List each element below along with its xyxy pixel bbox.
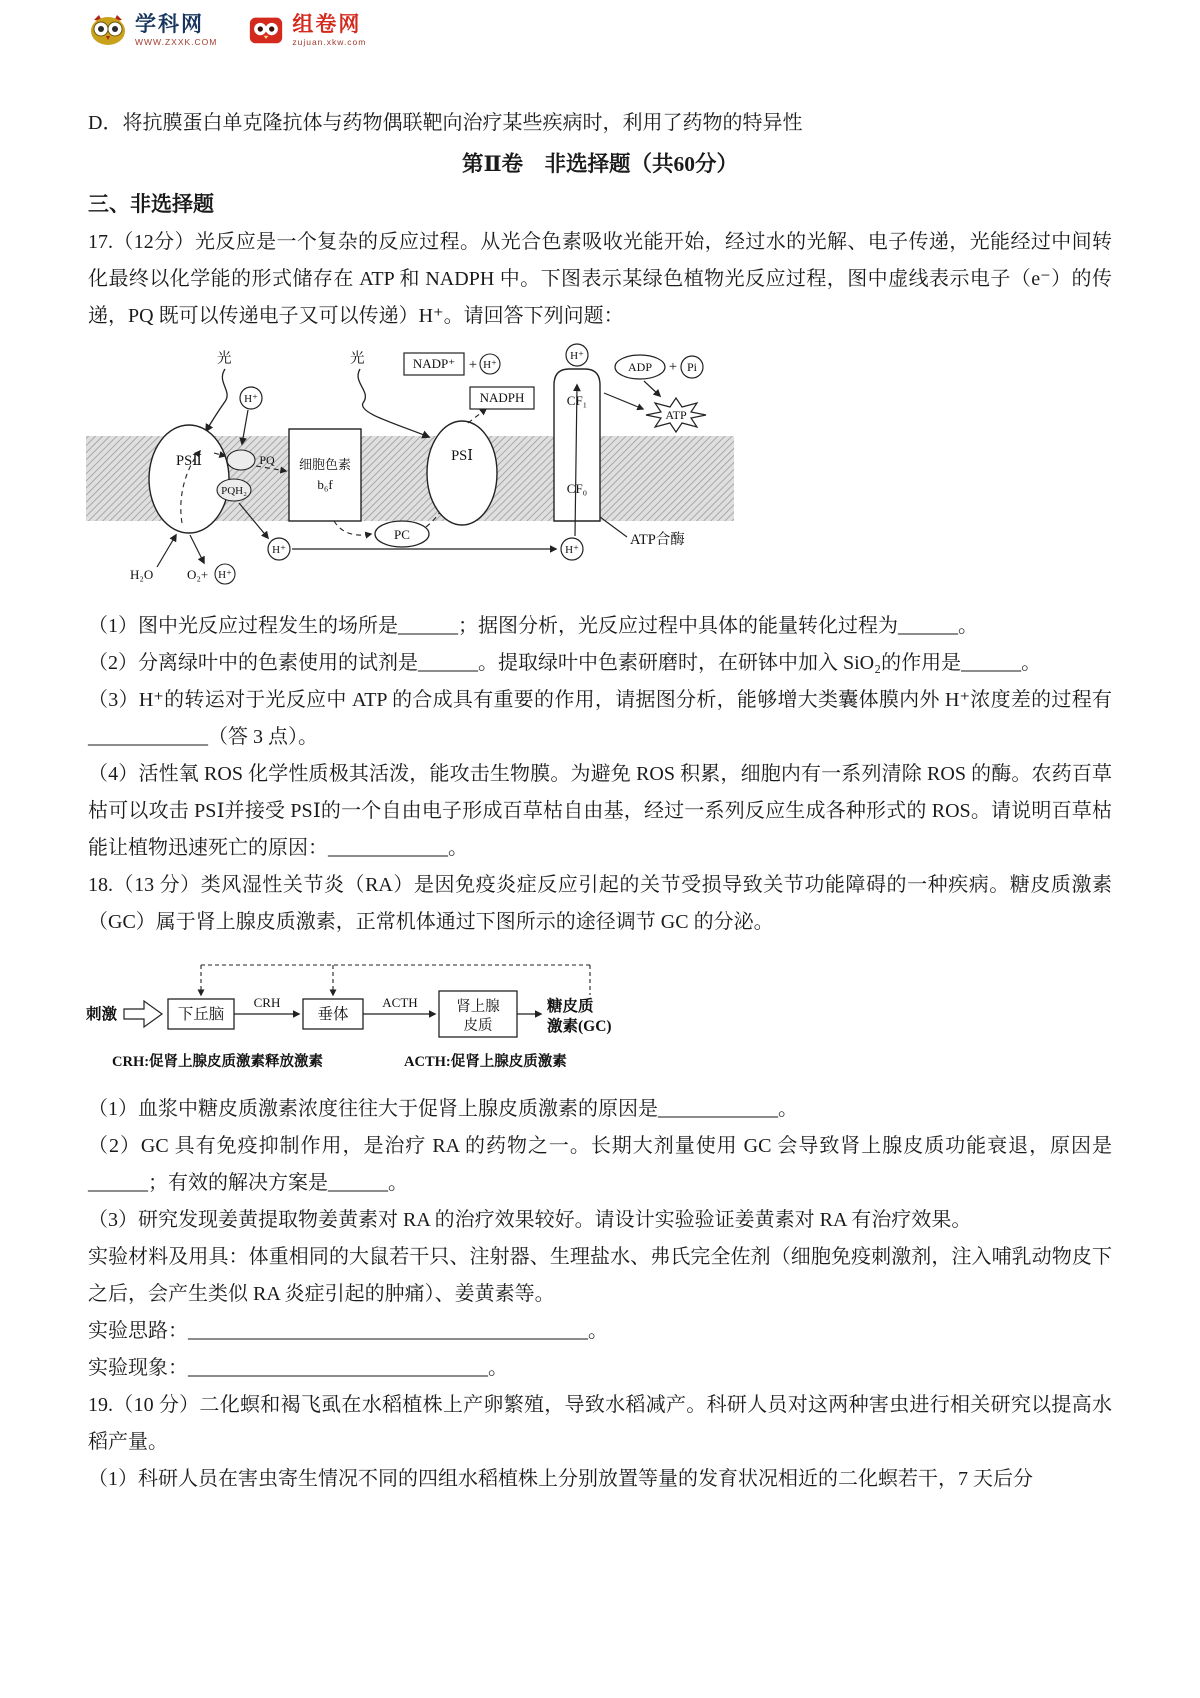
zujuan-logo[interactable] xyxy=(247,14,366,47)
cf1-to-atp-arrow xyxy=(604,393,643,409)
light-arrow-1 xyxy=(206,369,227,431)
section-title: 第Ⅱ卷 非选择题（共60分） xyxy=(461,151,739,176)
q17-sub3: （3）H⁺的转运对于光反应中 ATP 的合成具有重要的作用，请据图分析，能够增大类囊体膜内外 H⁺浓度差的过程有____________（答 3 点）。 xyxy=(88,688,1112,748)
option-d: D．将抗膜蛋白单克隆抗体与药物偶联靶向治疗某些疾病时，利用了药物的特异性 xyxy=(88,111,803,134)
adrenal-label-2: 皮质 xyxy=(463,1017,493,1034)
gc-label-1: 糖皮质 xyxy=(547,997,594,1015)
zxxk-owl-icon xyxy=(88,14,128,46)
pqh2-label: PQH₂ xyxy=(221,484,247,497)
acth-label: ACTH xyxy=(382,994,418,1010)
adrenal-label-1: 肾上腺 xyxy=(456,998,500,1015)
zujuan-owl-icon xyxy=(247,14,285,46)
pituitary-label: 垂体 xyxy=(317,1005,349,1023)
ps2-complex xyxy=(149,425,229,533)
zxxk-logo-url: WWW.ZXXK.COM xyxy=(135,37,218,48)
h-plus-label: H⁺ xyxy=(272,543,286,556)
gc-label-2: 激素(GC) xyxy=(547,1017,612,1035)
figure-q17 xyxy=(84,341,1112,606)
nadph-label: NADPH xyxy=(479,389,525,405)
header-logos xyxy=(88,14,1112,47)
ps2-label: PSⅡ xyxy=(176,452,202,469)
cytochrome-label-1: 细胞色素 xyxy=(298,456,352,472)
part-title: 三、非选择题 xyxy=(88,191,214,216)
adp-to-atp-arrow xyxy=(644,381,660,396)
q18-sub2: （2）GC 具有免疫抑制作用，是治疗 RA 的药物之一。长期大剂量使用 GC 会导致肾上腺皮质功能衰退，原因是______；有效的解决方案是______。 xyxy=(88,1134,1112,1194)
q17-sub2: （2）分离绿叶中的色素使用的试剂是______。提取绿叶中色素研磨时，在研钵中加入 SiO₂的作用是______。 xyxy=(88,651,1042,674)
figure-q18 xyxy=(84,955,1112,1085)
light-reaction-diagram xyxy=(84,341,744,601)
ps1-label: PSⅠ xyxy=(451,447,473,464)
zujuan-logo-url: zujuan.xkw.com xyxy=(292,37,367,48)
h-plus-label: H⁺ xyxy=(565,543,579,556)
plus-sign-1: + xyxy=(468,356,478,373)
light-label-2: 光 xyxy=(350,350,365,367)
h-plus-label: H⁺ xyxy=(570,349,584,362)
nadp-label: NADP⁺ xyxy=(412,355,456,371)
light-arrow-2 xyxy=(358,369,429,437)
zxxk-logo-text: 学科网 xyxy=(135,13,204,36)
light-label-1: 光 xyxy=(217,350,232,367)
q18-sub3: （3）研究发现姜黄提取物姜黄素对 RA 的治疗效果较好。请设计实验验证姜黄素对 RA 有治疗效果。 xyxy=(88,1208,972,1231)
h-plus-label: H⁺ xyxy=(244,392,258,405)
cytochrome-b6f-box xyxy=(289,429,361,521)
q19-sub1: （1）科研人员在害虫寄生情况不同的四组水稻植株上分别放置等量的发育状况相近的二化螟若干，7 天后分 xyxy=(88,1467,1033,1490)
pq-shape xyxy=(227,450,255,470)
plus-sign-2: + xyxy=(668,358,678,375)
pq-label: PQ xyxy=(259,452,275,467)
stimulus-arrow xyxy=(124,1001,162,1027)
crh-label: CRH xyxy=(253,994,281,1010)
ps1-complex xyxy=(427,421,497,525)
zujuan-logo-text: 组卷网 xyxy=(292,13,362,36)
zxxk-logo[interactable] xyxy=(88,14,217,47)
q18-procedure-blank: 实验思路：________________________________________。 xyxy=(88,1319,608,1342)
cf0-label: CF₀ xyxy=(566,480,588,496)
q17-sub1: （1）图中光反应过程发生的场所是______；据图分析，光反应过程中具体的能量转化过程为______。 xyxy=(88,614,978,637)
pi-label: Pi xyxy=(686,359,698,374)
atp-synthase-label: ATP合酶 xyxy=(630,531,685,548)
o2-label: O₂+ xyxy=(187,566,209,582)
pc-label: PC xyxy=(394,526,410,542)
atp-label: ATP xyxy=(665,407,687,422)
hypothalamus-label: 下丘脑 xyxy=(177,1005,225,1023)
electron-path-b6f-pc xyxy=(334,521,371,535)
stimulus-label: 刺激 xyxy=(86,1005,118,1023)
q19-intro: 19.（10 分）二化螟和褐飞虱在水稻植株上产卵繁殖，导致水稻减产。科研人员对这两种害虫进行相关研究以提高水稻产量。 xyxy=(88,1393,1112,1453)
h2o-to-ps2-arrow xyxy=(157,535,176,567)
q17-sub4: （4）活性氧 ROS 化学性质极其活泼，能攻击生物膜。为避免 ROS 积累，细胞内有一系列清除 ROS 的酶。农药百草枯可以攻击 PSⅠ并接受 PSⅠ的一个自由电子形成百草枯自由基，经过一系列反应生成各种形式的 ROS。请说明百草枯能让植物迅速死亡的原因：____________。 xyxy=(88,762,1112,859)
gc-regulation-diagram xyxy=(84,955,644,1080)
q18-intro: 18.（13 分）类风湿性关节炎（RA）是因免疫炎症反应引起的关节受损导致关节功能障碍的一种疾病。糖皮质激素（GC）属于肾上腺皮质激素，正常机体通过下图所示的途径调节 GC 的分泌。 xyxy=(88,873,1112,933)
electron-path-ps1-nadph xyxy=(468,409,486,423)
h2o-label: H₂O xyxy=(130,566,154,582)
q18-observation-blank: 实验现象：______________________________。 xyxy=(88,1356,508,1379)
acth-note: ACTH:促肾上腺皮质激素 xyxy=(404,1053,567,1070)
crh-note: CRH:促肾上腺皮质激素释放激素 xyxy=(112,1053,324,1070)
adp-label: ADP xyxy=(627,359,653,374)
cytochrome-label-2: b₆f xyxy=(317,476,333,492)
ps2-to-o2-arrow xyxy=(190,535,204,563)
h-plus-label: H⁺ xyxy=(218,568,232,581)
q17-intro: 17.（12分）光反应是一个复杂的反应过程。从光合色素吸收光能开始，经过水的光解、电子传递，光能经过中间转化最终以化学能的形式储存在 ATP 和 NADPH 中。下图表示某绿色植物光反应过程，图中虚线表示电子（e⁻）的传递，PQ 既可以传递电子又可以传递）H⁺。请回答下列问题： xyxy=(88,230,1112,327)
cf1-label: CF₁ xyxy=(566,392,588,408)
q18-materials: 实验材料及用具：体重相同的大鼠若干只、注射器、生理盐水、弗氏完全佐剂（细胞免疫刺激剂，注入哺乳动物皮下之后，会产生类似 RA 炎症引起的肿痛）、姜黄素等。 xyxy=(88,1245,1112,1305)
q18-sub1: （1）血浆中糖皮质激素浓度往往大于促肾上腺皮质激素的原因是____________。 xyxy=(88,1097,798,1120)
h-plus-label: H⁺ xyxy=(483,358,497,371)
